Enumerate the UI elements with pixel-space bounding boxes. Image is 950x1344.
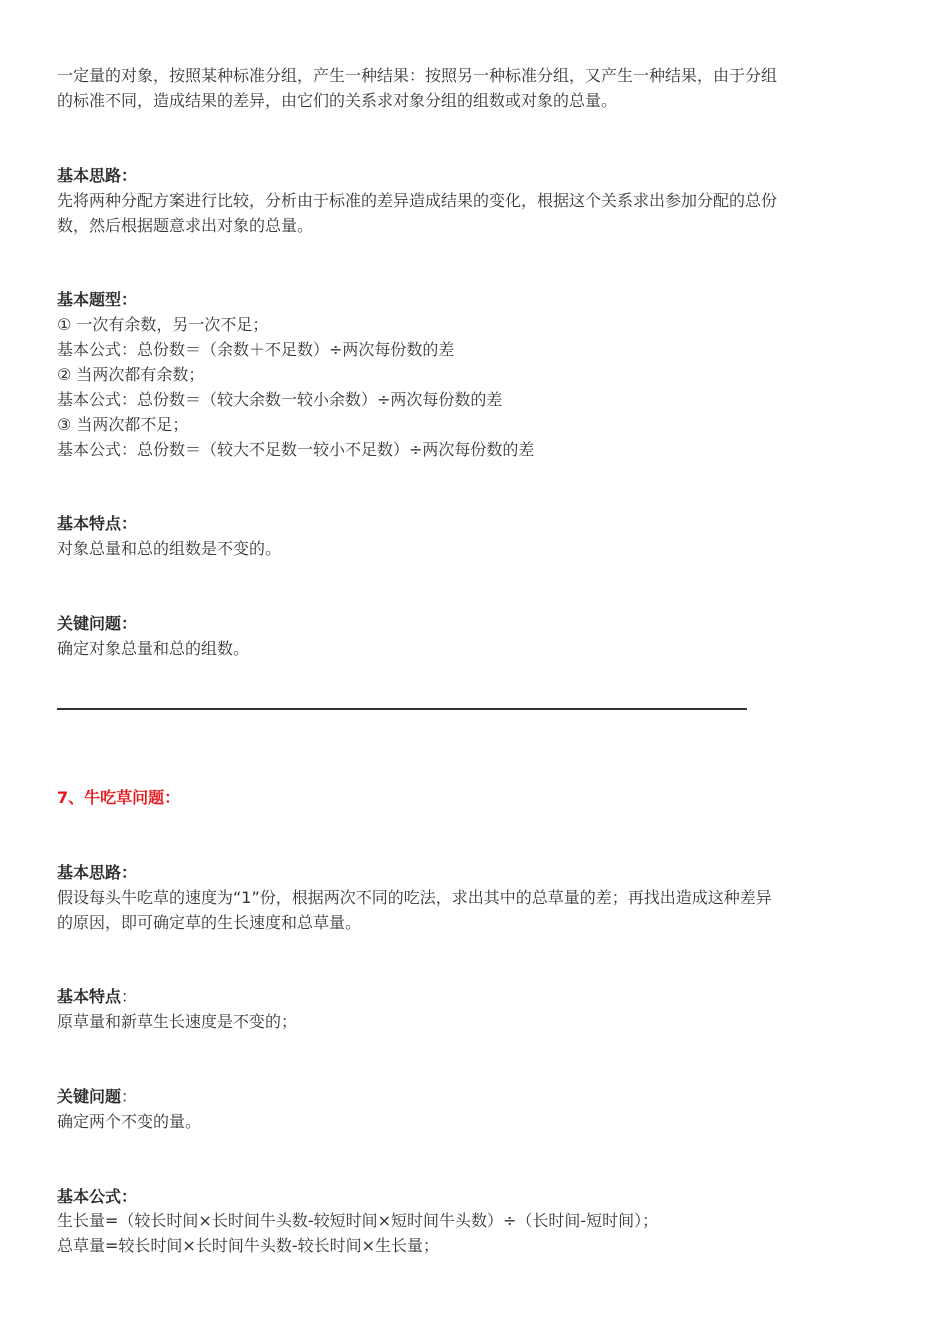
thinking-line-2: 数，然后根据题意求出对象的总量。 bbox=[57, 216, 314, 235]
thinking-line-1: 先将两种分配方案进行比较，分析由于标准的差异造成结果的变化，根据这个关系求出参加分配的总份 bbox=[57, 191, 778, 210]
cow-key-heading-row bbox=[57, 1084, 137, 1109]
cow-formula-line-2: 总草量=较长时间×长时间牛头数-较长时间×生长量； bbox=[57, 1236, 439, 1255]
types-heading: 基本题型： bbox=[57, 290, 138, 309]
features-text: 对象总量和总的组数是不变的。 bbox=[57, 539, 282, 558]
cow-formula-line-1: 生长量=（较长时间×长时间牛头数-较短时间×短时间牛头数）÷（长时间-短时间）； bbox=[57, 1211, 659, 1230]
cow-key-heading: 关键问题 bbox=[57, 1087, 122, 1106]
cow-features-colon: ： bbox=[121, 987, 138, 1006]
type-formula: 基本公式：总份数＝（较大不足数一较小不足数）÷两次每份数的差 bbox=[57, 440, 535, 459]
cow-formula-heading: 基本公式： bbox=[57, 1187, 138, 1206]
thinking-heading: 基本思路： bbox=[57, 166, 138, 185]
cow-features-heading: 基本特点 bbox=[57, 987, 122, 1006]
features-heading: 基本特点： bbox=[57, 514, 138, 533]
cow-thinking-heading: 基本思路： bbox=[57, 863, 138, 882]
type-formula: 基本公式：总份数＝（较大余数一较小余数）÷两次每份数的差 bbox=[57, 390, 503, 409]
key-heading: 关键问题： bbox=[57, 614, 138, 633]
section-divider bbox=[57, 708, 747, 710]
intro-line-1: 一定量的对象，按照某种标准分组，产生一种结果：按照另一种标准分组，又产生一种结果，由于分组 bbox=[57, 66, 778, 85]
cow-features-text: 原草量和新草生长速度是不变的； bbox=[57, 1012, 298, 1031]
type-item: ② 当两次都有余数； bbox=[57, 365, 205, 384]
type-formula: 基本公式：总份数＝（余数＋不足数）÷两次每份数的差 bbox=[57, 340, 455, 359]
type-item: ③ 当两次都不足； bbox=[57, 415, 189, 434]
cow-key-colon: ： bbox=[121, 1087, 138, 1106]
intro-line-2: 的标准不同，造成结果的差异，由它们的关系求对象分组的组数或对象的总量。 bbox=[57, 91, 618, 110]
cow-thinking-line-1: 假设每头牛吃草的速度为“1”份，根据两次不同的吃法，求出其中的总草量的差；再找出造成这种差异 bbox=[57, 888, 772, 907]
key-text: 确定对象总量和总的组数。 bbox=[57, 639, 250, 658]
cow-key-text: 确定两个不变的量。 bbox=[57, 1112, 202, 1131]
cow-features-heading-row bbox=[57, 984, 137, 1009]
type-item: ① 一次有余数，另一次不足； bbox=[57, 315, 269, 334]
section-7-title: 7、牛吃草问题： bbox=[57, 788, 181, 807]
cow-thinking-line-2: 的原因，即可确定草的生长速度和总草量。 bbox=[57, 913, 362, 932]
